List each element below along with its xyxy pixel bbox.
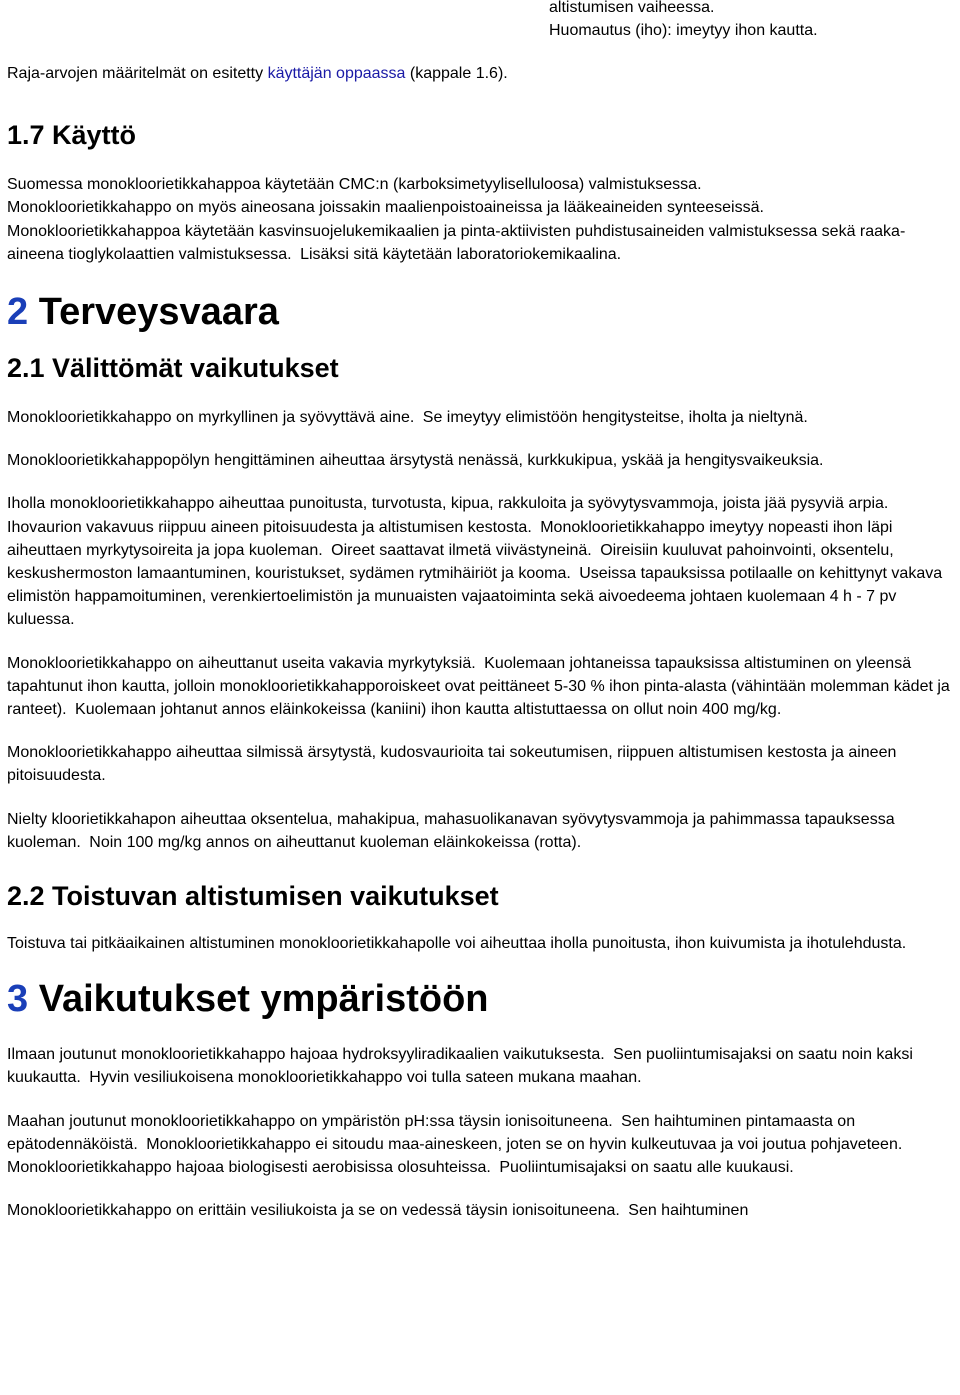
- sentence: Suomessa monokloorietikkahappoa käytetään CMC:n (karboksimetyyliselluloosa) valmistuksessa.: [7, 176, 702, 194]
- sentence: Hyvin vesiliukoisena monokloorietikkahappo voi tulla sateen mukana maahan.: [89, 1069, 642, 1087]
- sentence: Ilmaan joutunut monokloorietikkahappo hajoaa hydroksyyliradikaalien vaikutuksesta.: [7, 1046, 605, 1064]
- sentence: Oireisiin kuuluvat pahoinvointi, oksentelu, keskushermoston lamaantuminen, kouristukset, sydämen rytmihäiriöt ja kooma.: [7, 541, 894, 583]
- sentence: Monokloorietikkahappo imeytyy nopeasti ihon läpi aiheuttaen myrkytysoireita ja jopa kuoleman.: [7, 518, 893, 559]
- sentence: Sen haihtuminen: [628, 1202, 749, 1220]
- section-3-title: Vaikutukset ympäristöön: [38, 978, 489, 1021]
- section-3-heading: [7, 977, 957, 1021]
- paragraph: [7, 808, 957, 854]
- paragraph: [7, 406, 957, 429]
- paragraph: [7, 1110, 957, 1180]
- paragraph: [7, 1043, 957, 1089]
- sentence: Monokloorietikkahappoa käytetään kasvinsuojelukemikaalien ja pinta-aktiivisten puhdistusaineiden valmistuksessa sekä raaka-aineena tioglykolaattien valmistuksessa.: [7, 222, 906, 263]
- exposure-note: [549, 0, 818, 42]
- skin-note: Huomautus (iho): imeytyy ihon kautta.: [549, 22, 818, 39]
- section-1-7-body: [7, 173, 957, 266]
- sentence: Monokloorietikkahappo on myrkyllinen ja syövyttävä aine.: [7, 409, 415, 427]
- exposure-note-line1: altistumisen vaiheessa.: [549, 0, 715, 16]
- sentence: Se imeytyy elimistöön hengitysteitse, iholta ja nieltynä.: [422, 409, 808, 427]
- paragraph: [7, 173, 957, 266]
- paragraph: [7, 449, 957, 472]
- section-2-number[interactable]: 2: [7, 291, 29, 334]
- user-guide-link[interactable]: käyttäjän oppaassa: [267, 65, 406, 82]
- sentence: Monokloorietikkahappo aiheuttaa silmissä ärsytystä, kudosvaurioita tai sokeutumisen, riippuen altistumisen kestosta ja aineen pitoisuudesta.: [7, 744, 897, 785]
- sentence: Iholla monokloorietikkahappo aiheuttaa punoitusta, turvotusta, kipua, rakkuloita ja syövytysvammoja, joista jää pysyviä arpia.: [7, 495, 889, 513]
- paragraph: [7, 741, 957, 787]
- sentence: Useissa tapauksissa potilaalle on kehittynyt vakava elimistön happamoituminen, verenkiertoelimistön ja munuaisten vajaatoiminta sekä aivoedeema johtaen kuolemaan 4 h - 7 pv kuluessa.: [7, 565, 943, 629]
- paragraph: [7, 1199, 957, 1222]
- paragraph: [7, 492, 957, 631]
- section-3-number[interactable]: 3: [7, 978, 29, 1021]
- limits-note-text: Raja-arvojen määritelmät on esitetty: [7, 65, 268, 82]
- limits-note-ref: (kappale 1.6).: [405, 65, 508, 82]
- sentence: Lisäksi sitä käytetään laboratoriokemikaalina.: [300, 245, 622, 263]
- sentence: Sen puoliintumisajaksi on saatu noin kaksi kuukautta.: [7, 1046, 913, 1087]
- paragraph: [7, 932, 957, 955]
- sentence: Maahan joutunut monokloorietikkahappo on ympäristön pH:ssa täysin ionisoituneena.: [7, 1112, 613, 1130]
- sentence: Monokloorietikkahappo on erittäin vesiliukoista ja se on vedessä täysin ionisoituneena.: [7, 1202, 620, 1220]
- section-2-2-body: [7, 932, 957, 955]
- sentence: Kuolemaan johtanut annos eläinkokeissa (kaniini) ihon kautta altistuttaessa on ollut noin 400 mg/kg.: [75, 701, 782, 719]
- sentence: Monokloorietikkahappo ei sitoudu maa-aineskeen, joten se on hyvin kulkeutuvaa ja voi joutua pohjaveteen.: [146, 1135, 903, 1153]
- sentence: Kuolemaan johtaneissa tapauksissa altistuminen on yleensä tapahtunut ihon kautta, jolloin monokloorietikkahapporoiskeet ovat peittäneet 5-30 % ihon pinta-alasta (vähintään molemman kädet ja ranteet).: [7, 654, 950, 719]
- sentence: Monokloorietikkahappo on myös aineosana joissakin maalienpoistoaineissa ja lääkeaineiden synteeseissä.: [7, 199, 764, 217]
- sentence: Toistuva tai pitkäaikainen altistuminen monokloorietikkahapolle voi aiheuttaa iholla punoitusta, ihon kuivumista ja ihotulehdusta.: [7, 935, 907, 953]
- sentence: Monokloorietikkahappopölyn hengittäminen aiheuttaa ärsytystä nenässä, kurkkukipua, yskää ja hengitysvaikeuksia.: [7, 452, 824, 470]
- sentence: Nielty kloorietikkahapon aiheuttaa oksentelua, mahakipua, mahasuolikanavan syövytysvammoja ja pahimmassa tapauksessa kuoleman.: [7, 810, 895, 851]
- section-2-1-heading: 2.1 Välittömät vaikutukset: [7, 353, 339, 384]
- section-2-title: Terveysvaara: [38, 291, 279, 334]
- paragraph: [7, 652, 957, 722]
- sentence: Noin 100 mg/kg annos on aiheuttanut kuoleman eläinkokeissa (rotta).: [89, 833, 582, 851]
- sentence: Monokloorietikkahappo on aiheuttanut useita vakavia myrkytyksiä.: [7, 654, 476, 672]
- sentence: Oireet saattavat ilmetä viivästyneinä.: [331, 541, 592, 559]
- sentence: Monokloorietikkahappo hajoaa biologisesti aerobisissa olosuhteissa.: [7, 1159, 491, 1177]
- section-2-2-heading: 2.2 Toistuvan altistumisen vaikutukset: [7, 881, 499, 912]
- sentence: Sen haihtuminen pintamaasta on epätodennäköistä.: [7, 1112, 856, 1153]
- section-1-7-heading: 1.7 Käyttö: [7, 120, 137, 151]
- section-2-heading: [7, 290, 957, 334]
- section-3-body: [7, 1043, 957, 1222]
- section-2-1-body: [7, 406, 957, 854]
- sentence: Puoliintumisajaksi on saatu alle kuukausi.: [499, 1159, 794, 1177]
- document-content: [7, 62, 957, 1242]
- limits-note: [7, 62, 957, 85]
- sentence: Ihovaurion vakavuus riippuu aineen pitoisuudesta ja altistumisen kestosta.: [7, 518, 532, 536]
